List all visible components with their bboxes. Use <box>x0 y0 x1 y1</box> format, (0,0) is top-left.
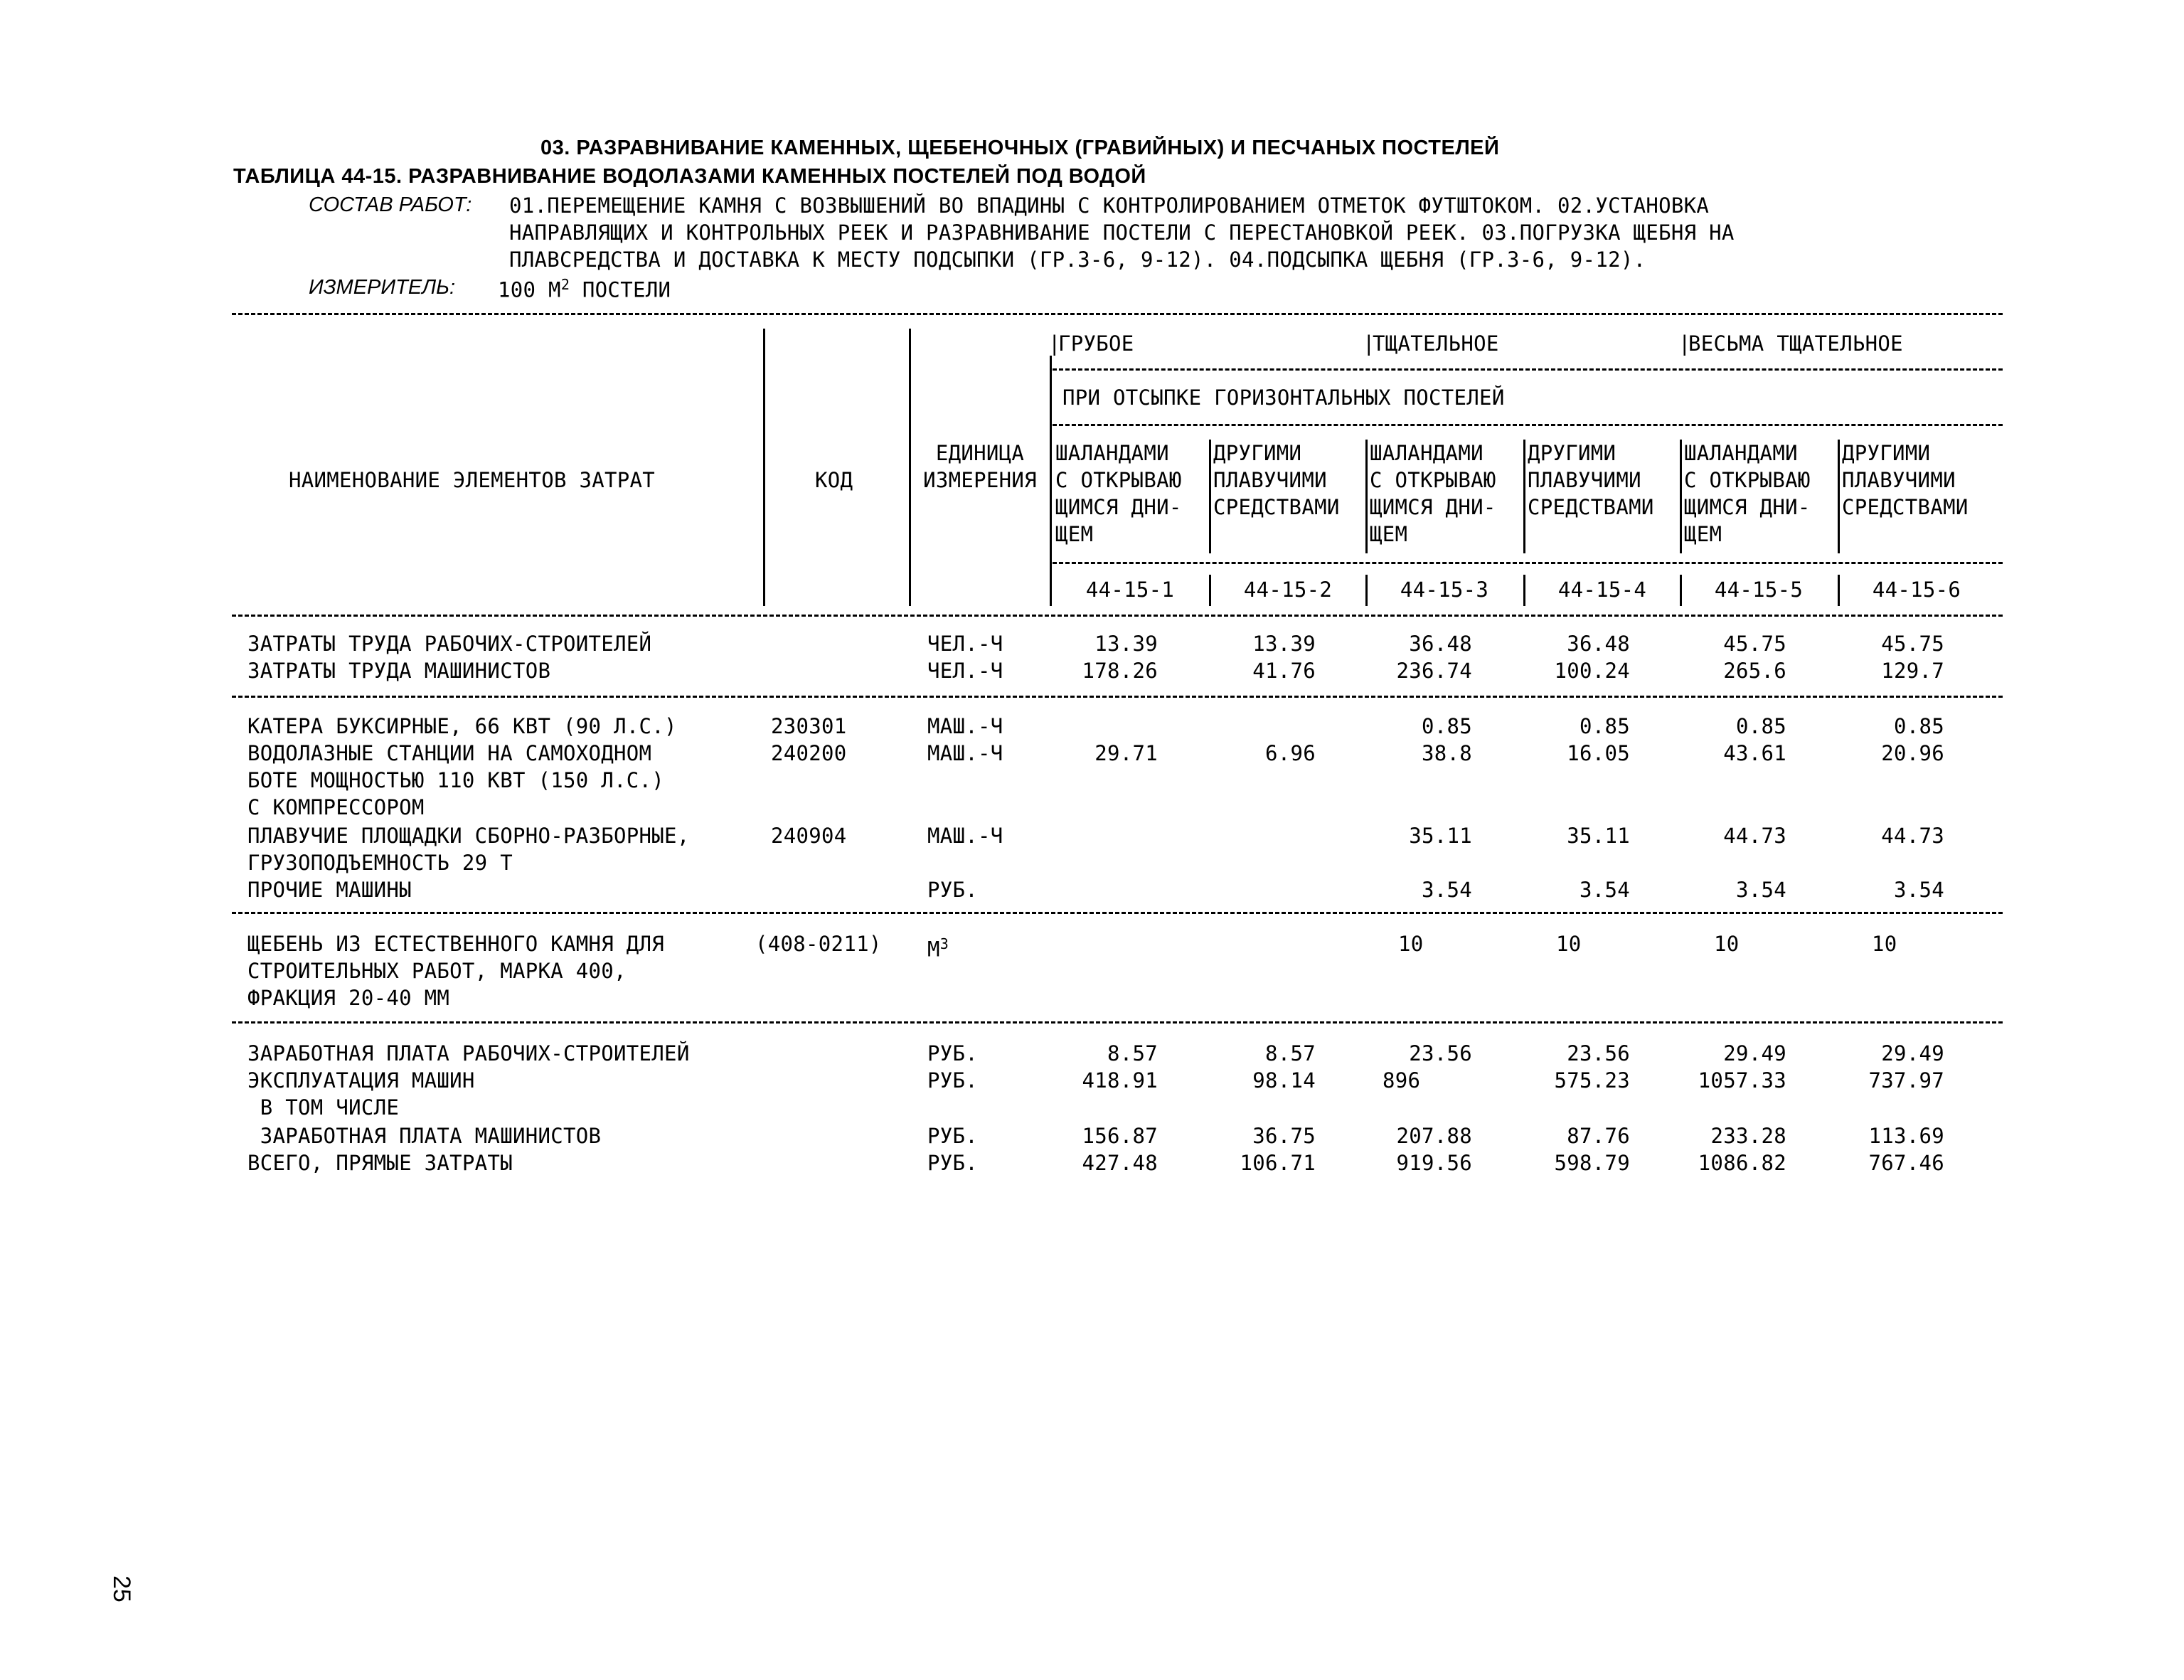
row-label: ЩЕБЕНЬ ИЗ ЕСТЕСТВЕННОГО КАМНЯ ДЛЯ <box>247 932 665 956</box>
row-unit: ЧЕЛ.-Ч <box>927 632 1003 656</box>
separator <box>232 1021 2003 1024</box>
value-cell: 0.85 <box>1735 714 1786 738</box>
value-cell: 919.56 <box>1396 1151 1472 1175</box>
value-cell: 45.75 <box>1723 632 1786 656</box>
value-cell: 20.96 <box>1881 741 1944 765</box>
value-cell: 38.8 <box>1421 741 1472 765</box>
row-code: 240904 <box>771 824 847 848</box>
row-unit: $М^3$ <box>927 935 949 962</box>
header-name: НАИМЕНОВАНИЕ ЭЛЕМЕНТОВ ЗАТРАТ <box>289 468 656 492</box>
value-cell: 236.74 <box>1396 659 1472 683</box>
vertical-rule <box>763 329 765 606</box>
group-vesma: ВЕСЬМА ТЩАТЕЛЬНОЕ <box>1688 331 1903 356</box>
row-code: 230301 <box>771 714 847 738</box>
row-unit: РУБ. <box>927 1068 979 1092</box>
value-cell: 1086.82 <box>1698 1151 1786 1175</box>
measure-value: 100 $М^2$ ПОСТЕЛИ <box>498 276 671 302</box>
row-unit: РУБ. <box>927 878 979 902</box>
header-subtitle: ПРИ ОТСЫПКЕ ГОРИЗОНТАЛЬНЫХ ПОСТЕЛЕЙ <box>1062 386 1505 410</box>
row-label: ЗАРАБОТНАЯ ПЛАТА РАБОЧИХ-СТРОИТЕЛЕЙ <box>247 1041 690 1065</box>
row-unit: РУБ. <box>927 1151 979 1175</box>
row-label: ПЛАВУЧИЕ ПЛОЩАДКИ СБОРНО-РАЗБОРНЫЕ, <box>247 824 690 848</box>
col-a2-line: ЩЕМ <box>1370 522 1408 546</box>
group-grubo: ГРУБОЕ <box>1058 331 1134 356</box>
value-cell: 23.56 <box>1567 1041 1630 1065</box>
vertical-rule <box>1838 440 1840 553</box>
value-cell: 16.05 <box>1567 741 1630 765</box>
value-cell: 36.75 <box>1252 1124 1316 1148</box>
value-cell: 3.54 <box>1579 878 1630 902</box>
sub-separator <box>1053 562 2003 564</box>
group-mark: | <box>1363 331 1375 356</box>
code-44-15-6: 44-15-6 <box>1872 578 1961 602</box>
value-cell: 35.11 <box>1409 824 1472 848</box>
value-cell: 598.79 <box>1554 1151 1630 1175</box>
col-b3-line: СРЕДСТВАМИ <box>1842 495 1969 519</box>
value-cell: 29.49 <box>1723 1041 1786 1065</box>
col-a3-line: С ОТКРЫВАЮ <box>1684 468 1811 492</box>
row-label: КАТЕРА БУКСИРНЫЕ, 66 КВТ (90 Л.С.) <box>247 714 677 738</box>
row-unit: РУБ. <box>927 1124 979 1148</box>
value-cell: 6.96 <box>1264 741 1316 765</box>
col-b1-line: ДРУГИМИ <box>1213 441 1302 465</box>
composition-line-2: НАПРАВЛЯЩИХ И КОНТРОЛЬНЫХ РЕЕК И РАЗРАВНИВАНИЕ ПОСТЕЛИ С ПЕРЕСТАНОВКОЙ РЕЕК. 03.ПОГРУЗКА ЩЕБНЯ НА <box>509 220 1735 245</box>
row-label: СТРОИТЕЛЬНЫХ РАБОТ, МАРКА 400, <box>247 959 627 983</box>
row-label: ЗАТРАТЫ ТРУДА МАШИНИСТОВ <box>247 659 551 683</box>
header-unit-1: ЕДИНИЦА <box>935 441 1025 465</box>
code-44-15-1: 44-15-1 <box>1085 578 1175 602</box>
value-cell: 3.54 <box>1735 878 1786 902</box>
group-mark: | <box>1678 331 1691 356</box>
value-cell: 10 <box>1556 932 1582 956</box>
col-a2-line: ЩИМСЯ ДНИ- <box>1370 495 1496 519</box>
row-unit: ЧЕЛ.-Ч <box>927 659 1003 683</box>
value-cell: 29.71 <box>1094 741 1158 765</box>
row-label: ВОДОЛАЗНЫЕ СТАНЦИИ НА САМОХОДНОМ <box>247 741 652 765</box>
row-label: ЗАРАБОТНАЯ ПЛАТА МАШИНИСТОВ <box>247 1124 602 1148</box>
value-cell: 3.54 <box>1421 878 1472 902</box>
value-cell: 10 <box>1714 932 1740 956</box>
separator <box>232 615 2003 617</box>
vertical-rule <box>1365 440 1368 553</box>
col-b1-line: СРЕДСТВАМИ <box>1213 495 1340 519</box>
row-label: БОТЕ МОЩНОСТЬЮ 110 КВТ (150 Л.С.) <box>247 768 665 792</box>
col-a1-line: ШАЛАНДАМИ <box>1055 441 1169 465</box>
value-cell: 36.48 <box>1567 632 1630 656</box>
sub-separator <box>1053 368 2003 371</box>
vertical-rule <box>1680 440 1682 553</box>
value-cell: 129.7 <box>1881 659 1944 683</box>
code-44-15-5: 44-15-5 <box>1714 578 1804 602</box>
value-cell: 87.76 <box>1567 1124 1630 1148</box>
value-cell: 896 <box>1383 1068 1421 1092</box>
row-code: (408-0211) <box>755 932 882 956</box>
row-label: В ТОМ ЧИСЛЕ <box>247 1095 400 1120</box>
col-a2-line: С ОТКРЫВАЮ <box>1370 468 1496 492</box>
group-mark: | <box>1048 331 1061 356</box>
value-cell: 36.48 <box>1409 632 1472 656</box>
value-cell: 233.28 <box>1710 1124 1786 1148</box>
value-cell: 45.75 <box>1881 632 1944 656</box>
value-cell: 156.87 <box>1082 1124 1158 1148</box>
code-44-15-3: 44-15-3 <box>1400 578 1489 602</box>
vertical-rule <box>1050 356 1052 606</box>
value-cell: 35.11 <box>1567 824 1630 848</box>
composition-line-3: ПЛАВСРЕДСТВА И ДОСТАВКА К МЕСТУ ПОДСЫПКИ (ГР.3-6, 9-12). 04.ПОДСЫПКА ЩЕБНЯ (ГР.3-6, 9-12). <box>509 248 1646 272</box>
vertical-rule <box>1209 440 1211 553</box>
col-a2-line: ШАЛАНДАМИ <box>1370 441 1483 465</box>
value-cell: 427.48 <box>1082 1151 1158 1175</box>
value-cell: 265.6 <box>1723 659 1786 683</box>
vertical-rule <box>1523 440 1525 553</box>
col-b2-line: СРЕДСТВАМИ <box>1528 495 1654 519</box>
row-unit: МАШ.-Ч <box>927 741 1003 765</box>
header-unit-2: ИЗМЕРЕНИЯ <box>923 468 1037 492</box>
col-b3-line: ДРУГИМИ <box>1842 441 1931 465</box>
row-label: ЭКСПЛУАТАЦИЯ МАШИН <box>247 1068 475 1092</box>
value-cell: 23.56 <box>1409 1041 1472 1065</box>
composition-line-1: 01.ПЕРЕМЕЩЕНИЕ КАМНЯ С ВОЗВЫШЕНИЙ ВО ВПАДИНЫ С КОНТРОЛИРОВАНИЕМ ОТМЕТОК ФУТШТОКОМ. 02.УСТАНОВКА <box>509 193 1710 218</box>
value-cell: 44.73 <box>1881 824 1944 848</box>
header-code: КОД <box>815 468 853 492</box>
col-b3-line: ПЛАВУЧИМИ <box>1842 468 1956 492</box>
value-cell: 575.23 <box>1554 1068 1630 1092</box>
value-cell: 41.76 <box>1252 659 1316 683</box>
row-label: ГРУЗОПОДЪЕМНОСТЬ 29 Т <box>247 851 513 875</box>
row-label: С КОМПРЕССОРОМ <box>247 795 425 819</box>
value-cell: 0.85 <box>1421 714 1472 738</box>
value-cell: 44.73 <box>1723 824 1786 848</box>
row-unit: МАШ.-Ч <box>927 824 1003 848</box>
value-cell: 113.69 <box>1868 1124 1944 1148</box>
value-cell: 767.46 <box>1868 1151 1944 1175</box>
col-a1-line: ЩЕМ <box>1055 522 1094 546</box>
value-cell: 13.39 <box>1094 632 1158 656</box>
value-cell: 8.57 <box>1264 1041 1316 1065</box>
group-tshchat: ТЩАТЕЛЬНОЕ <box>1373 331 1499 356</box>
row-label: ВСЕГО, ПРЯМЫЕ ЗАТРАТЫ <box>247 1151 513 1175</box>
value-cell: 43.61 <box>1723 741 1786 765</box>
value-cell: 100.24 <box>1554 659 1630 683</box>
row-label: ПРОЧИЕ МАШИНЫ <box>247 878 412 902</box>
value-cell: 178.26 <box>1082 659 1158 683</box>
row-unit: РУБ. <box>927 1041 979 1065</box>
table-title: ТАБЛИЦА 44-15. РАЗРАВНИВАНИЕ ВОДОЛАЗАМИ КАМЕННЫХ ПОСТЕЛЕЙ ПОД ВОДОЙ <box>233 165 1146 188</box>
code-44-15-4: 44-15-4 <box>1557 578 1647 602</box>
col-b2-line: ДРУГИМИ <box>1528 441 1616 465</box>
value-cell: 29.49 <box>1881 1041 1944 1065</box>
code-44-15-2: 44-15-2 <box>1243 578 1333 602</box>
col-a1-line: ЩИМСЯ ДНИ- <box>1055 495 1182 519</box>
value-cell: 13.39 <box>1252 632 1316 656</box>
value-cell: 0.85 <box>1893 714 1944 738</box>
col-a1-line: С ОТКРЫВАЮ <box>1055 468 1182 492</box>
page-number: 25 <box>108 1575 135 1602</box>
row-unit: МАШ.-Ч <box>927 714 1003 738</box>
separator <box>232 696 2003 698</box>
value-cell: 737.97 <box>1868 1068 1944 1092</box>
value-cell: 98.14 <box>1252 1068 1316 1092</box>
value-cell: 3.54 <box>1893 878 1944 902</box>
value-cell: 10 <box>1872 932 1897 956</box>
value-cell: 418.91 <box>1082 1068 1158 1092</box>
col-b1-line: ПЛАВУЧИМИ <box>1213 468 1327 492</box>
col-a3-line: ЩЕМ <box>1684 522 1722 546</box>
row-code: 240200 <box>771 741 847 765</box>
row-label: ЗАТРАТЫ ТРУДА РАБОЧИХ-СТРОИТЕЛЕЙ <box>247 632 652 656</box>
row-label: ФРАКЦИЯ 20-40 ММ <box>247 986 450 1010</box>
section-title: 03. РАЗРАВНИВАНИЕ КАМЕННЫХ, ЩЕБЕНОЧНЫХ (ГРАВИЙНЫХ) И ПЕСЧАНЫХ ПОСТЕЛЕЙ <box>540 137 1500 159</box>
col-a3-line: ЩИМСЯ ДНИ- <box>1684 495 1811 519</box>
sub-separator <box>1053 424 2003 426</box>
value-cell: 8.57 <box>1107 1041 1158 1065</box>
value-cell: 0.85 <box>1579 714 1630 738</box>
value-cell: 1057.33 <box>1698 1068 1786 1092</box>
separator <box>232 313 2003 315</box>
value-cell: 106.71 <box>1240 1151 1316 1175</box>
value-cell: 10 <box>1398 932 1424 956</box>
col-a3-line: ШАЛАНДАМИ <box>1684 441 1798 465</box>
separator <box>232 912 2003 914</box>
value-cell: 207.88 <box>1396 1124 1472 1148</box>
composition-label: СОСТАВ РАБОТ: <box>309 193 472 216</box>
col-b2-line: ПЛАВУЧИМИ <box>1528 468 1641 492</box>
measure-label: ИЗМЕРИТЕЛЬ: <box>309 276 456 299</box>
